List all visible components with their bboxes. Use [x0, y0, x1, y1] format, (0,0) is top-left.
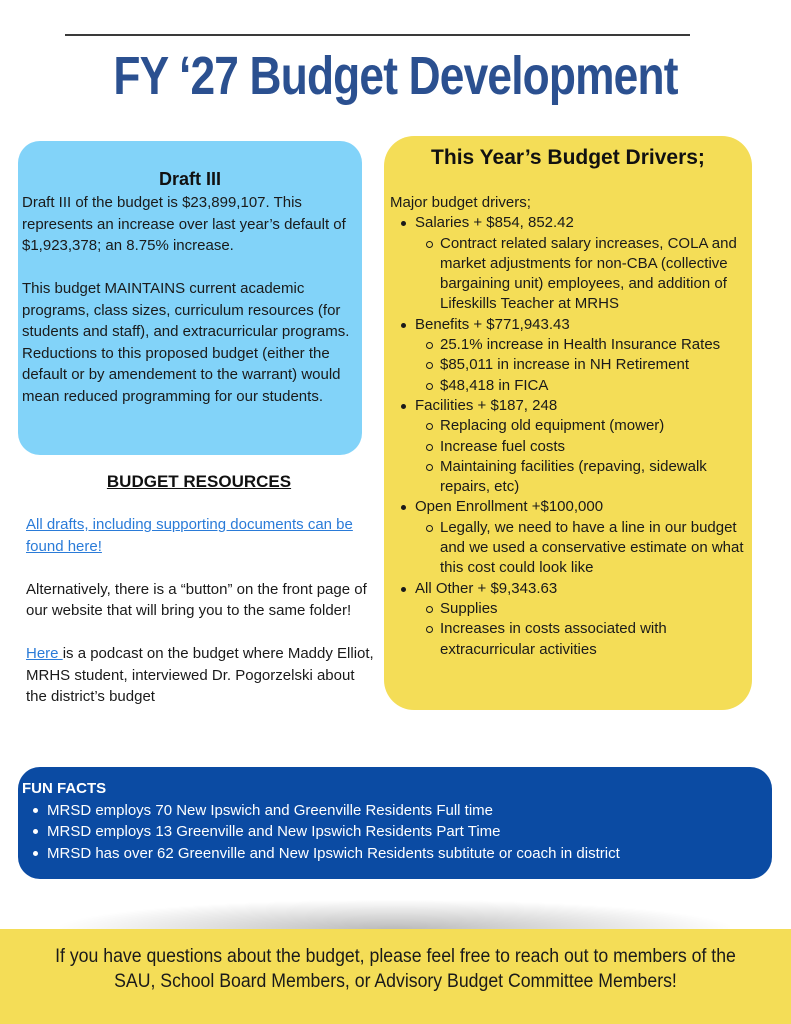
- fun-fact-item: MRSD employs 13 Greenville and New Ipswich Residents Part Time: [30, 821, 770, 842]
- draft-paragraph-total: Draft III of the budget is $23,899,107. This represents an increase over last year’s default of $1,923,378; an 8.75% increase.: [22, 194, 346, 254]
- resources-heading: BUDGET RESOURCES: [106, 472, 292, 491]
- draft-paragraph-maintains: This budget MAINTAINS current academic programs, class sizes, curriculum resources (for students and staff), and extracurricular programs. Reductions to this proposed budget (either the default or by amendement to the warrant) would mean reduced programming for our students.: [22, 280, 350, 405]
- driver-subitem: Contract related salary increases, COLA and market adjustments for non-CBA (collective bargaining unit) employees, and addition of Lifeskills Teacher at MRHS: [423, 234, 750, 315]
- driver-subitem: 25.1% increase in Health Insurance Rates: [423, 335, 750, 355]
- drafts-folder-link[interactable]: All drafts, including supporting documents can be found here!: [26, 516, 353, 555]
- draft-title: Draft III: [158, 169, 221, 189]
- fun-fact-item: MRSD has over 62 Greenville and New Ipswich Residents subtitute or coach in district: [30, 843, 770, 864]
- budget-drivers-body: [390, 193, 750, 660]
- fun-facts-title: FUN FACTS: [22, 780, 107, 797]
- fun-fact-item: MRSD employs 70 New Ipswich and Greenville Residents Full time: [30, 800, 770, 821]
- driver-subitem: Supplies: [423, 599, 750, 619]
- driver-subitem: $48,418 in FICA: [423, 376, 750, 396]
- driver-subitem: Replacing old equipment (mower): [423, 416, 750, 436]
- driver-label: All Other + $9,343.63: [415, 579, 558, 597]
- driver-label: Benefits + $771,943.43: [415, 315, 570, 333]
- podcast-text: is a podcast on the budget where Maddy Elliot, MRHS student, interviewed Dr. Pogorzelski about the district’s budget: [26, 645, 374, 705]
- podcast-paragraph: [26, 643, 376, 708]
- driver-salaries: [398, 213, 750, 314]
- drivers-list: [398, 213, 750, 660]
- driver-subitem: Legally, we need to have a line in our budget and we used a conservative estimate on what this cost could look like: [423, 518, 750, 579]
- driver-benefits: [398, 315, 750, 396]
- driver-label: Salaries + $854, 852.42: [415, 214, 574, 232]
- footer-shadow: [60, 900, 730, 930]
- driver-subitem: Increase fuel costs: [423, 437, 750, 457]
- driver-label: Facilities + $187, 248: [415, 396, 558, 414]
- draft-body: [22, 192, 364, 407]
- drivers-intro: Major budget drivers;: [390, 194, 531, 211]
- budget-drivers-title: This Year’s Budget Drivers;: [431, 146, 705, 169]
- fun-facts-list: [30, 800, 770, 864]
- driver-subitem: $85,011 in increase in NH Retirement: [423, 355, 750, 375]
- alternative-text: Alternatively, there is a “button” on the front page of our website that will bring you to the same folder!: [26, 580, 367, 619]
- resources-body: [26, 514, 376, 708]
- footer-text: If you have questions about the budget, please feel free to reach out to members of the SAU, School Board Members, or Advisory Budget Committee Members!: [55, 946, 736, 992]
- driver-subitem: Increases in costs associated with extracurricular activities: [423, 619, 750, 660]
- top-divider: [65, 34, 690, 36]
- driver-all-other: [398, 579, 750, 660]
- driver-open-enrollment: [398, 497, 750, 578]
- driver-subitem: Maintaining facilities (repaving, sidewalk repairs, etc): [423, 457, 750, 498]
- page-title: FY ‘27 Budget Development: [113, 46, 678, 106]
- podcast-link[interactable]: Here: [26, 645, 63, 662]
- driver-label: Open Enrollment +$100,000: [415, 498, 604, 516]
- driver-facilities: [398, 396, 750, 497]
